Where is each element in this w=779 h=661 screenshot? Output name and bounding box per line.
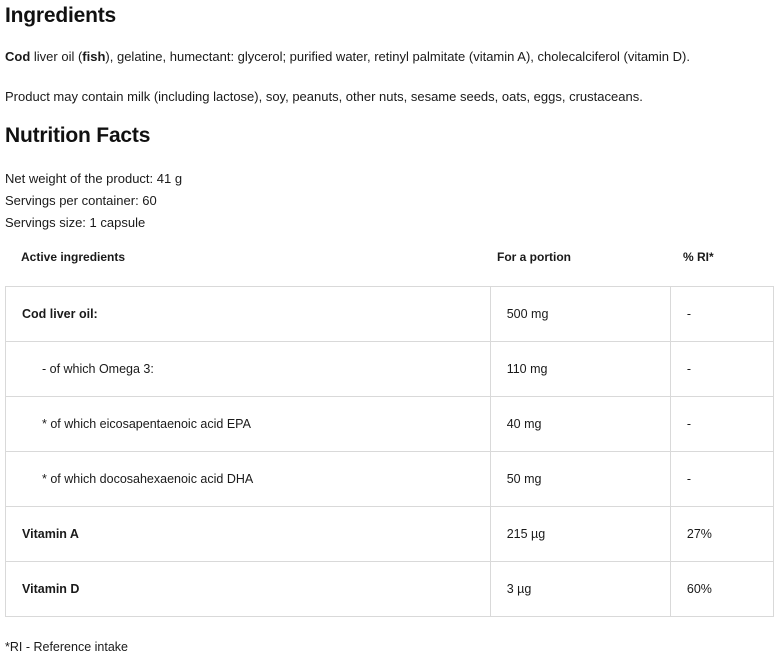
ingredient-name-cell: * of which docosahexaenoic acid DHA (6, 452, 491, 507)
net-weight: Net weight of the product: 41 g (5, 171, 183, 186)
ingredient-name-cell: Vitamin A (6, 507, 491, 562)
ingredient-name-cell: * of which eicosapentaenoic acid EPA (6, 397, 491, 452)
table-row (6, 452, 774, 507)
ingredients-heading: Ingredients (5, 4, 116, 27)
portion-cell: 110 mg (490, 342, 670, 397)
portion-cell: 50 mg (490, 452, 670, 507)
portion-cell: 3 µg (490, 562, 670, 617)
ri-cell: - (670, 287, 773, 342)
ingredients-text (5, 48, 690, 66)
allergen-note: Product may contain milk (including lactose), soy, peanuts, other nuts, sesame seeds, oats, eggs, crustaceans. (5, 89, 643, 104)
column-header-portion: For a portion (497, 250, 571, 264)
table-header (5, 250, 775, 268)
portion-cell: 40 mg (490, 397, 670, 452)
table-row (6, 287, 774, 342)
serving-size: Servings size: 1 capsule (5, 215, 146, 230)
ingredient-rest: ), gelatine, humectant: glycerol; purified water, retinyl palmitate (vitamin A), cholecalciferol (vitamin D). (105, 49, 690, 64)
ri-cell: 60% (670, 562, 773, 617)
portion-cell: 215 µg (490, 507, 670, 562)
ri-cell: - (670, 452, 773, 507)
table-row (6, 397, 774, 452)
table-row (6, 507, 774, 562)
column-header-ri: % RI* (683, 250, 714, 264)
ri-footnote: *RI - Reference intake (5, 640, 128, 654)
ingredient-liver-oil: liver oil ( (30, 49, 83, 64)
column-header-active-ingredients: Active ingredients (21, 250, 126, 264)
ingredient-name-cell: - of which Omega 3: (6, 342, 491, 397)
nutrition-table (5, 286, 774, 617)
product-facts (5, 168, 182, 234)
ri-cell: 27% (670, 507, 773, 562)
table-row (6, 342, 774, 397)
portion-cell: 500 mg (490, 287, 670, 342)
ingredient-fish: fish (82, 49, 106, 64)
ingredient-cod: Cod (5, 49, 31, 64)
ingredient-name-cell: Vitamin D (6, 562, 491, 617)
ri-cell: - (670, 397, 773, 452)
table-row (6, 562, 774, 617)
servings-per-container: Servings per container: 60 (5, 193, 157, 208)
nutrition-facts-heading: Nutrition Facts (5, 124, 151, 147)
ri-cell: - (670, 342, 773, 397)
ingredient-name-cell: Cod liver oil: (6, 287, 491, 342)
